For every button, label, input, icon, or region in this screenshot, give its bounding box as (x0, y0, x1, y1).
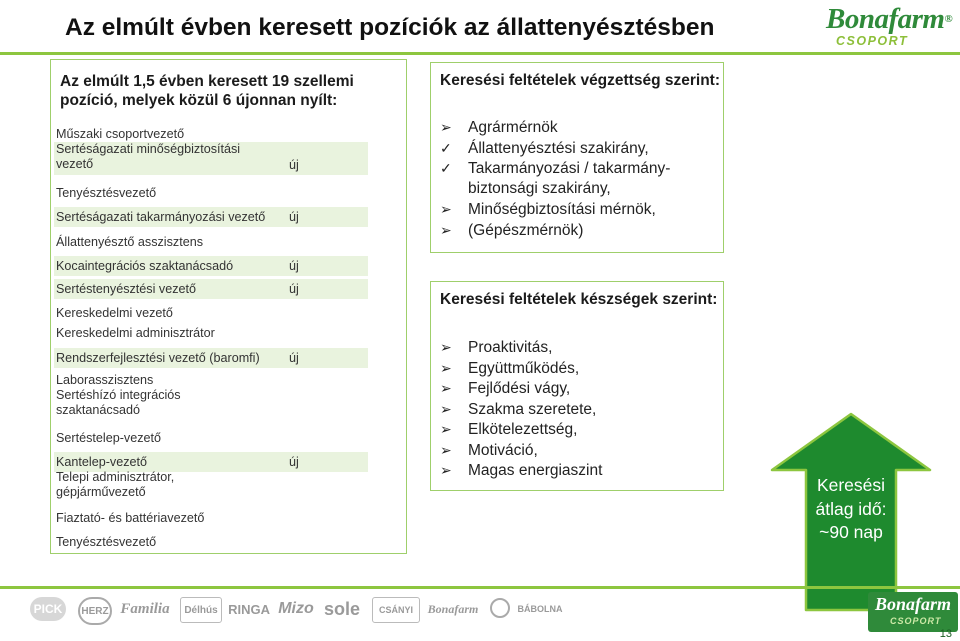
page-number: 13 (939, 628, 952, 640)
checkmark-icon: ✓ (440, 139, 452, 156)
skills-bullet-text: Motiváció, (468, 441, 538, 459)
position-row (54, 279, 368, 299)
brand-logo-pick: PICK (30, 597, 66, 621)
edu-bullet-item (440, 138, 649, 159)
skills-box (430, 281, 724, 491)
new-badge: új (289, 350, 299, 365)
position-label: Fiaztató- és battériavezető (56, 510, 205, 525)
position-row (54, 470, 368, 502)
position-label: Állattenyésztő asszisztens (56, 234, 203, 249)
skills-bullet-text: Elkötelezettség, (468, 421, 578, 438)
logo-word: Bonafarm (826, 3, 945, 35)
arrow-bullet-icon: ➢ (440, 119, 452, 135)
position-label: Rendszerfejlesztési vezető (baromfi) (56, 350, 260, 365)
bottom-logo-word: Bonafarm (875, 594, 952, 614)
brand-logo-b-icon (490, 598, 510, 618)
bottom-divider (0, 586, 960, 589)
arrow-bullet-icon: ➢ (440, 221, 452, 238)
arrow-bullet-icon: ➢ (440, 359, 452, 376)
brand-logo-ringa: RINGA (228, 601, 270, 617)
skills-bullet-text: Fejlődési vágy, (468, 380, 571, 397)
arrow-bullet-icon: ➢ (440, 400, 452, 417)
new-badge: új (289, 454, 299, 469)
arrow-line: ~90 nap (819, 522, 883, 542)
skills-bullet-item (440, 358, 579, 379)
position-label: Kereskedelmi adminisztrátor (56, 325, 215, 340)
position-row (54, 142, 368, 175)
edu-bullet-item (440, 158, 670, 179)
position-row (54, 183, 368, 203)
brand-logo-sole: sole (323, 598, 361, 619)
positions-heading: Az elmúlt 1,5 évben keresett 19 szellemi pozíció, melyek közül 6 újonnan nyílt: (60, 73, 354, 109)
page-title: Az elmúlt évben keresett pozíciók az állattenyésztésben (65, 14, 715, 41)
position-label: Sertéstenyésztési vezető (56, 281, 197, 296)
checkmark-icon: ✓ (440, 160, 452, 176)
position-label: Laborasszisztens (56, 372, 154, 387)
position-row (54, 324, 368, 342)
position-label: Kantelep-vezető (56, 454, 148, 469)
position-label: Kocaintegrációs szaktanácsadó (56, 258, 234, 273)
position-label: Sertéságazati takarmányozási vezető (56, 209, 266, 224)
position-row (54, 372, 368, 388)
position-label: Telepi adminisztrátor, gépjárművezető (56, 470, 175, 499)
brand-logo-herz: HERZ (78, 597, 112, 625)
bottom-logo-sub: CSOPORT (890, 616, 942, 626)
skills-heading: Keresési feltételek készségek szerint: (440, 291, 718, 308)
brand-logo-mizo: Mizo (278, 600, 314, 617)
position-label: Sertéshízó integrációs szaktanácsadó (56, 388, 181, 417)
position-label: Műszaki csoportvezető (56, 126, 185, 141)
position-row (54, 388, 368, 420)
position-row (54, 428, 368, 448)
skills-bullet-text: Együttműködés, (468, 359, 580, 377)
edu-bullet-text: Minőségbiztosítási mérnök, (468, 201, 656, 218)
logo-mark: ® (944, 13, 953, 25)
new-badge: új (289, 258, 299, 273)
position-row (54, 304, 368, 322)
skills-bullet-item (440, 399, 596, 420)
skills-bullet-text: Magas energiaszint (468, 462, 603, 479)
education-box (430, 62, 724, 253)
skills-bullet-item (440, 440, 538, 461)
arrow-bullet-icon: ➢ (440, 421, 452, 437)
bonafarm-logo-bottom (868, 592, 958, 632)
skills-bullet-item (440, 460, 602, 481)
bonafarm-logo (826, 4, 956, 50)
brand-logo-delhus: Délhús (180, 597, 222, 623)
brand-logo-babolna: BÁBOLNA (517, 604, 563, 614)
arrow-bullet-icon: ➢ (440, 339, 452, 355)
position-row (54, 256, 368, 276)
edu-bullet-item (440, 179, 611, 199)
arrow-bullet-icon: ➢ (440, 462, 452, 478)
position-label: Tenyésztésvezető (56, 534, 157, 549)
brand-logo-csanyi: CSÁNYI (372, 597, 420, 623)
skills-bullet-text: Szakma szeretete, (468, 400, 597, 418)
search-time-text (770, 474, 932, 545)
skills-bullet-item (440, 337, 552, 358)
position-row (54, 207, 368, 227)
brand-logo-familia: Familia (120, 600, 170, 617)
position-row (54, 348, 368, 368)
new-badge: új (289, 209, 299, 224)
edu-bullet-text: Állattenyésztési szakirány, (468, 139, 649, 157)
arrow-bullet-icon: ➢ (440, 201, 452, 217)
position-row (54, 232, 368, 252)
new-badge: új (289, 158, 299, 172)
position-row (54, 452, 368, 472)
edu-bullet-item (440, 199, 656, 220)
edu-bullet-text: Takarmányozási / takarmány- (468, 160, 671, 177)
logo-sub: CSOPORT (836, 34, 909, 48)
position-label: Kereskedelmi vezető (56, 305, 173, 320)
education-heading: Keresési feltételek végzettség szerint: (440, 72, 720, 89)
skills-bullet-item (440, 419, 577, 440)
arrow-bullet-icon: ➢ (440, 380, 452, 396)
edu-bullet-text: Agrármérnök (468, 119, 558, 136)
top-divider (0, 52, 960, 55)
edu-bullet-text: biztonsági szakirány, (468, 179, 611, 197)
position-label: Sertéstelep-vezető (56, 430, 162, 445)
edu-bullet-item (440, 220, 583, 241)
skills-bullet-item (440, 378, 570, 399)
edu-bullet-text: (Gépészmérnök) (468, 221, 584, 239)
position-label: Sertéságazati minőségbiztosítási vezető (56, 142, 241, 171)
position-row (54, 508, 368, 528)
arrow-bullet-icon: ➢ (440, 441, 452, 458)
position-label: Tenyésztésvezető (56, 185, 157, 200)
arrow-line: átlag idő: (815, 498, 887, 519)
new-badge: új (289, 281, 299, 296)
edu-bullet-item (440, 117, 558, 138)
brand-logo-bonafarm-mg: Bonafarm (427, 601, 479, 616)
skills-bullet-text: Proaktivitás, (468, 339, 553, 356)
position-row (54, 532, 368, 552)
position-row (54, 126, 368, 142)
arrow-line: Keresési (816, 475, 886, 495)
